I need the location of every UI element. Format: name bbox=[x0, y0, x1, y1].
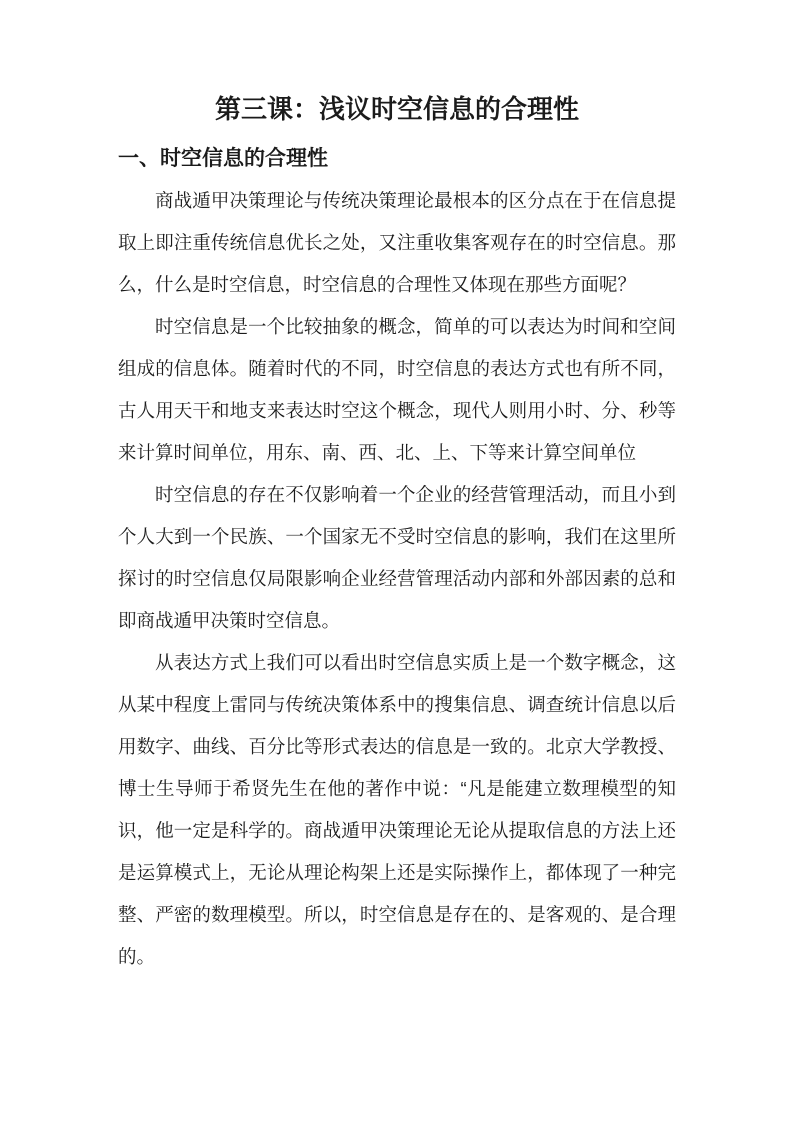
document-title: 第三课：浅议时空信息的合理性 bbox=[214, 94, 579, 124]
paragraph: 时空信息的存在不仅影响着一个企业的经营管理活动，而且小到个人大到一个民族、一个国家无不受时空信息的影响，我们在这里所探讨的时空信息仅局限影响企业经营管理活动内部和外部因素的总和即商战遁甲决策时空信息。 bbox=[118, 484, 676, 631]
paragraph: 商战遁甲决策理论与传统决策理论最根本的区分点在于在信息提取上即注重传统信息优长之处，又注重收集客观存在的时空信息。那么，什么是时空信息，时空信息的合理性又体现在那些方面呢？ bbox=[118, 190, 676, 295]
paragraph: 时空信息是一个比较抽象的概念，简单的可以表达为时间和空间组成的信息体。随着时代的不同，时空信息的表达方式也有所不同，古人用天干和地支来表达时空这个概念，现代人则用小时、分、秒等来计算时间单位，用东、南、西、北、上、下等来计算空间单位 bbox=[118, 316, 676, 463]
paragraph: 从表达方式上我们可以看出时空信息实质上是一个数字概念，这从某中程度上雷同与传统决策体系中的搜集信息、调查统计信息以后用数字、曲线、百分比等形式表达的信息是一致的。北京大学教授、博士生导师于希贤先生在他的著作中说：“凡是能建立数理模型的知识，他一定是科学的。商战遁甲决策理论无论从提取信息的方法上还是运算模式上，无论从理论构架上还是实际操作上，都体现了一种完整、严密的数理模型。所以，时空信息是存在的、是客观的、是合理的。 bbox=[118, 652, 676, 967]
document-body bbox=[118, 180, 676, 978]
section-heading: 一、时空信息的合理性 bbox=[118, 147, 328, 170]
